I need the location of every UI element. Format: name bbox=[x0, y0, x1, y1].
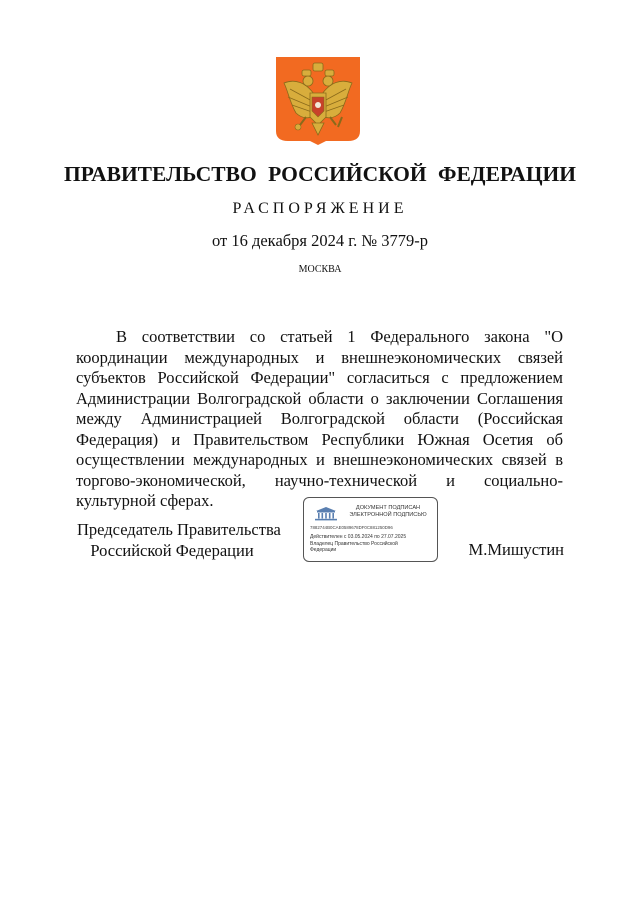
signatory-position bbox=[77, 520, 281, 561]
document-type: РАСПОРЯЖЕНИЕ bbox=[232, 200, 408, 217]
electronic-signature-stamp bbox=[303, 497, 438, 562]
document-city: МОСКВА bbox=[298, 264, 342, 275]
signatory-name: М.Мишустин bbox=[468, 540, 564, 559]
stamp-owner bbox=[310, 541, 398, 553]
russian-coat-of-arms-icon bbox=[276, 57, 360, 145]
signatory-position-line2: Российской Федерации bbox=[90, 540, 254, 560]
stamp-validity: Действителен с 03.05.2024 по 27.07.2025 bbox=[310, 534, 407, 540]
government-building-icon bbox=[312, 505, 340, 521]
stamp-heading-line2: ЭЛЕКТРОННОЙ ПОДПИСЬЮ bbox=[349, 512, 427, 518]
stamp-owner-line1: Владелец Правительство Российской bbox=[310, 541, 398, 547]
document-date-number: от 16 декабря 2024 г. № 3779-р bbox=[211, 231, 429, 250]
document-title: ПРАВИТЕЛЬСТВО РОССИЙСКОЙ ФЕДЕРАЦИИ bbox=[63, 162, 576, 186]
stamp-serial-number: 7882744B0CAE0589678DF0C881250D96 bbox=[310, 525, 393, 530]
signatory-position-line1: Председатель Правительства bbox=[77, 520, 281, 539]
stamp-heading-line1: ДОКУМЕНТ ПОДПИСАН bbox=[355, 505, 421, 511]
stamp-owner-line2: Федерации bbox=[310, 547, 337, 553]
stamp-heading bbox=[342, 505, 434, 519]
document-body-paragraph: В соответствии со статьей 1 Федерального закона "О координации международных и внешнеэкономических связей субъектов Российской Федерации" согласиться с предложением Администрации Волгоградской области о заключении Соглашения между Администрацией Волгоградской области (Российская Федерация) и Правительством Республики Южная Осетия об осуществлении международных и внешнеэкономических связей в торгово-экономической, научно-технической и социально-культурной сферах. bbox=[76, 327, 563, 510]
